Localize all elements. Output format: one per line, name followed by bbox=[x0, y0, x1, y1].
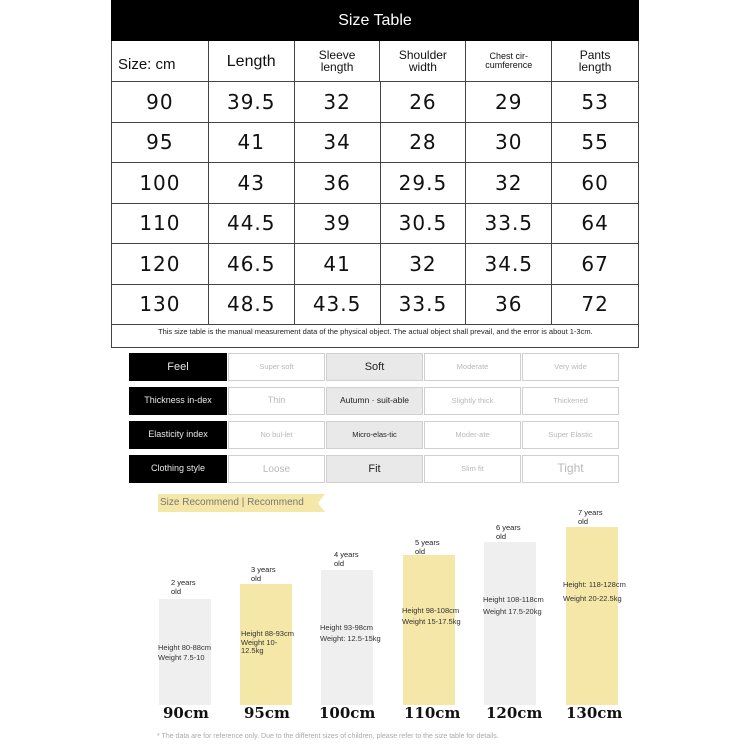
feature-option-selected: Micro-elas-tic bbox=[326, 421, 423, 449]
feature-row-thickness bbox=[129, 387, 619, 415]
measurement-cell: 72 bbox=[552, 285, 639, 326]
feature-option: Super Elastic bbox=[522, 421, 619, 449]
feature-label: Clothing style bbox=[129, 455, 227, 483]
height-weight-label: Height 80-88cm Weight 7.5-10 bbox=[158, 643, 211, 662]
recommend-banner bbox=[158, 494, 325, 512]
measurement-cell: 29 bbox=[466, 82, 552, 123]
size-label-95: 95cm bbox=[244, 704, 290, 722]
size-cell: 130 bbox=[112, 285, 209, 326]
size-cell: 120 bbox=[112, 244, 209, 285]
header-shoulder-width: Shoulder width bbox=[380, 41, 466, 82]
measurement-cell: 55 bbox=[552, 123, 639, 164]
feature-row-feel bbox=[129, 353, 619, 381]
size-label-100: 100cm bbox=[319, 704, 376, 722]
age-label: 6 years old bbox=[496, 523, 521, 541]
recommend-title: Size Recommend | Recommend bbox=[160, 497, 304, 508]
size-table-row bbox=[111, 285, 639, 326]
measurement-cell: 53 bbox=[552, 82, 639, 123]
feature-option-selected: Autumn · suit-able bbox=[326, 387, 423, 415]
measurement-cell: 41 bbox=[295, 244, 381, 285]
age-label: 3 years old bbox=[251, 565, 276, 583]
height-weight-label: Height: 118-128cm Weight 20-22.5kg bbox=[563, 580, 626, 603]
header-sleeve-length: Sleeve length bbox=[295, 41, 381, 82]
feature-option: Slightly thick bbox=[424, 387, 521, 415]
size-table-header-row bbox=[111, 41, 639, 82]
size-table-row bbox=[111, 244, 639, 285]
header-length: Length bbox=[209, 41, 295, 82]
size-label-130: 130cm bbox=[566, 704, 623, 722]
measurement-cell: 43 bbox=[209, 163, 295, 204]
measurement-cell: 48.5 bbox=[209, 285, 295, 326]
size-table-note: This size table is the manual measurement data of the physical object. The actual object shall prevail, and the error is about 1-3cm. bbox=[111, 325, 639, 348]
size-label-120: 120cm bbox=[486, 704, 543, 722]
size-label-110: 110cm bbox=[404, 704, 461, 722]
feature-label: Elasticity index bbox=[129, 421, 227, 449]
size-table-row bbox=[111, 163, 639, 204]
size-cell: 95 bbox=[112, 123, 209, 164]
size-table-body bbox=[111, 82, 639, 325]
feature-option: Thickened bbox=[522, 387, 619, 415]
measurement-cell: 67 bbox=[552, 244, 639, 285]
size-table-row bbox=[111, 123, 639, 164]
size-table bbox=[111, 0, 639, 346]
measurement-cell: 33.5 bbox=[466, 204, 552, 245]
size-cell: 110 bbox=[112, 204, 209, 245]
age-label: 7 years old bbox=[578, 508, 603, 526]
measurement-cell: 36 bbox=[466, 285, 552, 326]
measurement-cell: 32 bbox=[466, 163, 552, 204]
measurement-cell: 28 bbox=[381, 123, 467, 164]
height-weight-label: Height 98-108cm Weight 15-17.5kg bbox=[402, 606, 461, 626]
measurement-cell: 46.5 bbox=[209, 244, 295, 285]
measurement-cell: 60 bbox=[552, 163, 639, 204]
feature-option: Moderate bbox=[424, 353, 521, 381]
feature-option-selected: Soft bbox=[326, 353, 423, 381]
measurement-cell: 32 bbox=[295, 82, 381, 123]
feature-option: Slim fit bbox=[424, 455, 521, 483]
measurement-cell: 29.5 bbox=[381, 163, 467, 204]
measurement-cell: 34 bbox=[295, 123, 381, 164]
size-label-90: 90cm bbox=[163, 704, 209, 722]
measurement-cell: 44.5 bbox=[209, 204, 295, 245]
size-bar-110 bbox=[403, 555, 455, 705]
feature-option: Moder-ate bbox=[424, 421, 521, 449]
measurement-cell: 32 bbox=[381, 244, 467, 285]
feature-option: Super soft bbox=[228, 353, 325, 381]
measurement-cell: 36 bbox=[295, 163, 381, 204]
age-label: 5 years old bbox=[415, 538, 440, 556]
size-bar-120 bbox=[484, 542, 536, 705]
footer-note: * The data are for reference only. Due to the different sizes of children, please refer to the size table for details. bbox=[157, 733, 499, 740]
feature-row-style bbox=[129, 455, 619, 483]
measurement-cell: 30 bbox=[466, 123, 552, 164]
size-table-grid bbox=[111, 41, 639, 348]
measurement-cell: 33.5 bbox=[381, 285, 467, 326]
feature-option-selected: Fit bbox=[326, 455, 423, 483]
height-weight-label: Height 93-98cm Weight: 12.5-15kg bbox=[320, 623, 381, 643]
size-table-row bbox=[111, 204, 639, 245]
size-cell: 100 bbox=[112, 163, 209, 204]
height-weight-label: Height 88-93cm Weight 10-12.5kg bbox=[241, 629, 294, 655]
measurement-cell: 43.5 bbox=[295, 285, 381, 326]
header-pants-length: Pants length bbox=[552, 41, 639, 82]
feature-option: No bul-let bbox=[228, 421, 325, 449]
measurement-cell: 64 bbox=[552, 204, 639, 245]
feature-label: Thickness in-dex bbox=[129, 387, 227, 415]
feature-option: Tight bbox=[522, 455, 619, 483]
measurement-cell: 39.5 bbox=[209, 82, 295, 123]
measurement-cell: 39 bbox=[295, 204, 381, 245]
feature-row-elasticity bbox=[129, 421, 619, 449]
size-cell: 90 bbox=[112, 82, 209, 123]
header-size: Size: cm bbox=[112, 41, 209, 82]
measurement-cell: 34.5 bbox=[466, 244, 552, 285]
size-table-row bbox=[111, 82, 639, 123]
age-label: 4 years old bbox=[334, 550, 359, 568]
feature-option: Loose bbox=[228, 455, 325, 483]
age-label: 2 years old bbox=[171, 578, 196, 596]
feature-grid bbox=[129, 353, 619, 489]
height-weight-label: Height 108-118cm Weight 17.5-20kg bbox=[483, 595, 544, 616]
measurement-cell: 30.5 bbox=[381, 204, 467, 245]
measurement-cell: 41 bbox=[209, 123, 295, 164]
measurement-cell: 26 bbox=[381, 82, 467, 123]
feature-option: Very wide bbox=[522, 353, 619, 381]
feature-option: Thin bbox=[228, 387, 325, 415]
feature-label: Feel bbox=[129, 353, 227, 381]
size-table-title: Size Table bbox=[111, 0, 639, 41]
size-bar-130 bbox=[566, 527, 618, 705]
header-chest-circumference: Chest cir- cumference bbox=[466, 41, 552, 82]
